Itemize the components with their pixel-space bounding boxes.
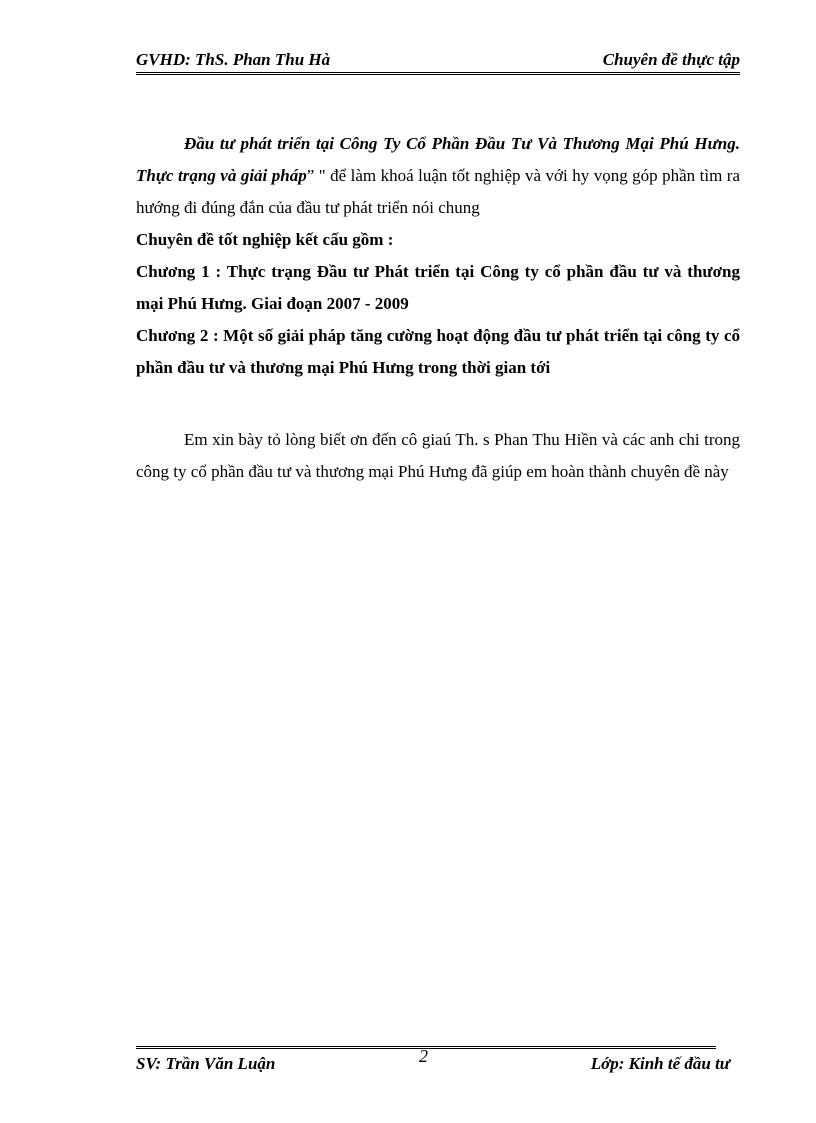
structure-heading: Chuyên đề tốt nghiệp kết cấu gồm : <box>136 230 394 249</box>
chapter-1: Chương 1 : Thực trạng Đầu tư Phát triển tại Công ty cổ phần đầu tư và thương mại Phú Hưng. Giai đoạn 2007 - 2009 <box>136 262 740 313</box>
intro-paragraph <box>136 128 740 224</box>
footer-class: Lớp: Kinh tế đầu tư <box>590 1054 730 1073</box>
page-footer <box>136 1052 730 1078</box>
page-number: 2 <box>419 1046 428 1066</box>
intro-paragraph-rest: ” " để làm khoá luận tốt nghiệp và với hy vọng góp phần tìm ra hướng đi đúng đắn của đầu tư phát triển nói chung <box>136 166 741 217</box>
chapter-2: Chương 2 : Một số giải pháp tăng cường hoạt động đầu tư phát triển tại công ty cổ phần đầu tư và thương mại Phú Hưng trong thời gian tới <box>136 326 740 377</box>
page-header <box>136 48 740 75</box>
header-advisor: GVHD: ThS. Phan Thu Hà <box>136 50 331 69</box>
spacer <box>136 384 740 424</box>
thesis-title: Đầu tư phát triển tại Công Ty Cổ Phần Đầu Tư Và Thương Mại Phú Hưng. Thực trạng và giải pháp <box>136 134 740 185</box>
acknowledgement-paragraph: Em xin bày tỏ lòng biết ơn đến cô giaú Th. s Phan Thu Hiền và các anh chi trong công ty cổ phần đầu tư và thương mại Phú Hưng đã giúp em hoàn thành chuyên đề này <box>136 430 740 481</box>
document-body <box>136 128 740 488</box>
header-report-type: Chuyên đề thực tập <box>602 50 740 69</box>
footer-student: SV: Trần Văn Luận <box>136 1054 276 1073</box>
